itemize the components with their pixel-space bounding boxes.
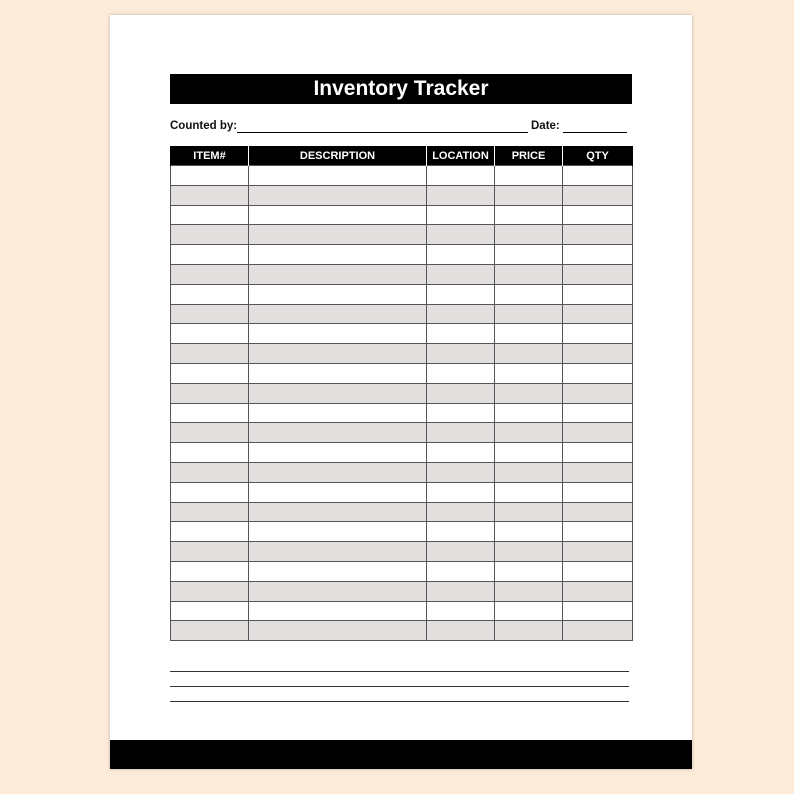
description-cell[interactable] xyxy=(249,205,427,225)
description-cell[interactable] xyxy=(249,264,427,284)
item-cell[interactable] xyxy=(171,542,249,562)
price-cell[interactable] xyxy=(495,185,563,205)
qty-cell[interactable] xyxy=(563,166,633,186)
table-row xyxy=(171,502,633,522)
item-cell[interactable] xyxy=(171,522,249,542)
price-cell[interactable] xyxy=(495,403,563,423)
qty-cell[interactable] xyxy=(563,264,633,284)
price-cell[interactable] xyxy=(495,344,563,364)
location-cell[interactable] xyxy=(427,166,495,186)
item-cell[interactable] xyxy=(171,482,249,502)
item-cell[interactable] xyxy=(171,284,249,304)
item-cell[interactable] xyxy=(171,324,249,344)
item-cell[interactable] xyxy=(171,601,249,621)
table-row xyxy=(171,462,633,482)
price-cell[interactable] xyxy=(495,561,563,581)
qty-cell[interactable] xyxy=(563,462,633,482)
item-cell[interactable] xyxy=(171,502,249,522)
table-row xyxy=(171,344,633,364)
description-cell[interactable] xyxy=(249,423,427,443)
item-cell[interactable] xyxy=(171,581,249,601)
column-header-description: DESCRIPTION xyxy=(249,146,427,166)
location-cell[interactable] xyxy=(427,264,495,284)
table-row xyxy=(171,245,633,265)
location-cell[interactable] xyxy=(427,542,495,562)
qty-cell[interactable] xyxy=(563,324,633,344)
notes-line[interactable] xyxy=(170,701,629,702)
item-cell[interactable] xyxy=(171,561,249,581)
table-row xyxy=(171,601,633,621)
table-header-row xyxy=(171,146,633,166)
qty-cell[interactable] xyxy=(563,363,633,383)
qty-cell[interactable] xyxy=(563,423,633,443)
item-cell[interactable] xyxy=(171,403,249,423)
location-cell[interactable] xyxy=(427,304,495,324)
description-cell[interactable] xyxy=(249,462,427,482)
price-cell[interactable] xyxy=(495,205,563,225)
description-cell[interactable] xyxy=(249,403,427,423)
table-row xyxy=(171,363,633,383)
qty-cell[interactable] xyxy=(563,284,633,304)
date-field[interactable] xyxy=(563,120,627,133)
price-cell[interactable] xyxy=(495,225,563,245)
description-cell[interactable] xyxy=(249,363,427,383)
price-cell[interactable] xyxy=(495,304,563,324)
location-cell[interactable] xyxy=(427,423,495,443)
table-row xyxy=(171,225,633,245)
description-cell[interactable] xyxy=(249,185,427,205)
table-row xyxy=(171,561,633,581)
table-row xyxy=(171,423,633,443)
item-cell[interactable] xyxy=(171,304,249,324)
description-cell[interactable] xyxy=(249,284,427,304)
description-cell[interactable] xyxy=(249,324,427,344)
qty-cell[interactable] xyxy=(563,621,633,641)
description-cell[interactable] xyxy=(249,542,427,562)
price-cell[interactable] xyxy=(495,443,563,463)
price-cell[interactable] xyxy=(495,423,563,443)
location-cell[interactable] xyxy=(427,462,495,482)
item-cell[interactable] xyxy=(171,344,249,364)
table-row xyxy=(171,581,633,601)
description-cell[interactable] xyxy=(249,581,427,601)
item-cell[interactable] xyxy=(171,621,249,641)
price-cell[interactable] xyxy=(495,621,563,641)
column-header-qty: QTY xyxy=(563,146,633,166)
location-cell[interactable] xyxy=(427,245,495,265)
price-cell[interactable] xyxy=(495,502,563,522)
description-cell[interactable] xyxy=(249,502,427,522)
table-row xyxy=(171,166,633,186)
price-cell[interactable] xyxy=(495,542,563,562)
table-row xyxy=(171,621,633,641)
description-cell[interactable] xyxy=(249,304,427,324)
table-row xyxy=(171,264,633,284)
date-label: Date: xyxy=(531,120,560,132)
inventory-sheet xyxy=(110,15,692,769)
table-row xyxy=(171,542,633,562)
price-cell[interactable] xyxy=(495,482,563,502)
counted-by-label: Counted by: xyxy=(170,120,238,132)
price-cell[interactable] xyxy=(495,166,563,186)
location-cell[interactable] xyxy=(427,205,495,225)
location-cell[interactable] xyxy=(427,482,495,502)
table-row xyxy=(171,324,633,344)
price-cell[interactable] xyxy=(495,363,563,383)
price-cell[interactable] xyxy=(495,462,563,482)
table-body xyxy=(171,166,633,641)
item-cell[interactable] xyxy=(171,363,249,383)
description-cell[interactable] xyxy=(249,561,427,581)
price-cell[interactable] xyxy=(495,383,563,403)
item-cell[interactable] xyxy=(171,462,249,482)
location-cell[interactable] xyxy=(427,522,495,542)
qty-cell[interactable] xyxy=(563,482,633,502)
qty-cell[interactable] xyxy=(563,581,633,601)
qty-cell[interactable] xyxy=(563,601,633,621)
location-cell[interactable] xyxy=(427,403,495,423)
qty-cell[interactable] xyxy=(563,185,633,205)
table-row xyxy=(171,443,633,463)
price-cell[interactable] xyxy=(495,581,563,601)
qty-cell[interactable] xyxy=(563,383,633,403)
location-cell[interactable] xyxy=(427,284,495,304)
column-header-price: PRICE xyxy=(495,146,563,166)
table-row xyxy=(171,482,633,502)
description-cell[interactable] xyxy=(249,245,427,265)
item-cell[interactable] xyxy=(171,264,249,284)
price-cell[interactable] xyxy=(495,284,563,304)
price-cell[interactable] xyxy=(495,245,563,265)
location-cell[interactable] xyxy=(427,561,495,581)
description-cell[interactable] xyxy=(249,383,427,403)
item-cell[interactable] xyxy=(171,383,249,403)
footer-bar xyxy=(110,740,692,769)
item-cell[interactable] xyxy=(171,423,249,443)
description-cell[interactable] xyxy=(249,522,427,542)
location-cell[interactable] xyxy=(427,621,495,641)
location-cell[interactable] xyxy=(427,225,495,245)
item-cell[interactable] xyxy=(171,185,249,205)
price-cell[interactable] xyxy=(495,601,563,621)
notes-line[interactable] xyxy=(170,686,629,687)
qty-cell[interactable] xyxy=(563,344,633,364)
description-cell[interactable] xyxy=(249,621,427,641)
location-cell[interactable] xyxy=(427,363,495,383)
table-row xyxy=(171,522,633,542)
price-cell[interactable] xyxy=(495,522,563,542)
qty-cell[interactable] xyxy=(563,225,633,245)
description-cell[interactable] xyxy=(249,344,427,364)
location-cell[interactable] xyxy=(427,324,495,344)
location-cell[interactable] xyxy=(427,443,495,463)
description-cell[interactable] xyxy=(249,443,427,463)
table-row xyxy=(171,284,633,304)
qty-cell[interactable] xyxy=(563,502,633,522)
table-row xyxy=(171,403,633,423)
location-cell[interactable] xyxy=(427,502,495,522)
qty-cell[interactable] xyxy=(563,245,633,265)
qty-cell[interactable] xyxy=(563,561,633,581)
notes-line[interactable] xyxy=(170,671,629,672)
inventory-table xyxy=(170,146,633,641)
description-cell[interactable] xyxy=(249,225,427,245)
description-cell[interactable] xyxy=(249,601,427,621)
qty-cell[interactable] xyxy=(563,205,633,225)
column-header-location: LOCATION xyxy=(427,146,495,166)
price-cell[interactable] xyxy=(495,264,563,284)
location-cell[interactable] xyxy=(427,581,495,601)
description-cell[interactable] xyxy=(249,482,427,502)
item-cell[interactable] xyxy=(171,225,249,245)
location-cell[interactable] xyxy=(427,185,495,205)
item-cell[interactable] xyxy=(171,443,249,463)
location-cell[interactable] xyxy=(427,344,495,364)
page-title: Inventory Tracker xyxy=(170,74,632,104)
item-cell[interactable] xyxy=(171,245,249,265)
description-cell[interactable] xyxy=(249,166,427,186)
price-cell[interactable] xyxy=(495,324,563,344)
item-cell[interactable] xyxy=(171,205,249,225)
header-fields xyxy=(170,119,632,135)
table-row xyxy=(171,383,633,403)
column-header-item: ITEM# xyxy=(171,146,249,166)
table-row xyxy=(171,205,633,225)
table-row xyxy=(171,304,633,324)
location-cell[interactable] xyxy=(427,383,495,403)
location-cell[interactable] xyxy=(427,601,495,621)
qty-cell[interactable] xyxy=(563,443,633,463)
qty-cell[interactable] xyxy=(563,522,633,542)
qty-cell[interactable] xyxy=(563,403,633,423)
item-cell[interactable] xyxy=(171,166,249,186)
qty-cell[interactable] xyxy=(563,304,633,324)
qty-cell[interactable] xyxy=(563,542,633,562)
counted-by-field[interactable] xyxy=(237,120,528,133)
table-row xyxy=(171,185,633,205)
